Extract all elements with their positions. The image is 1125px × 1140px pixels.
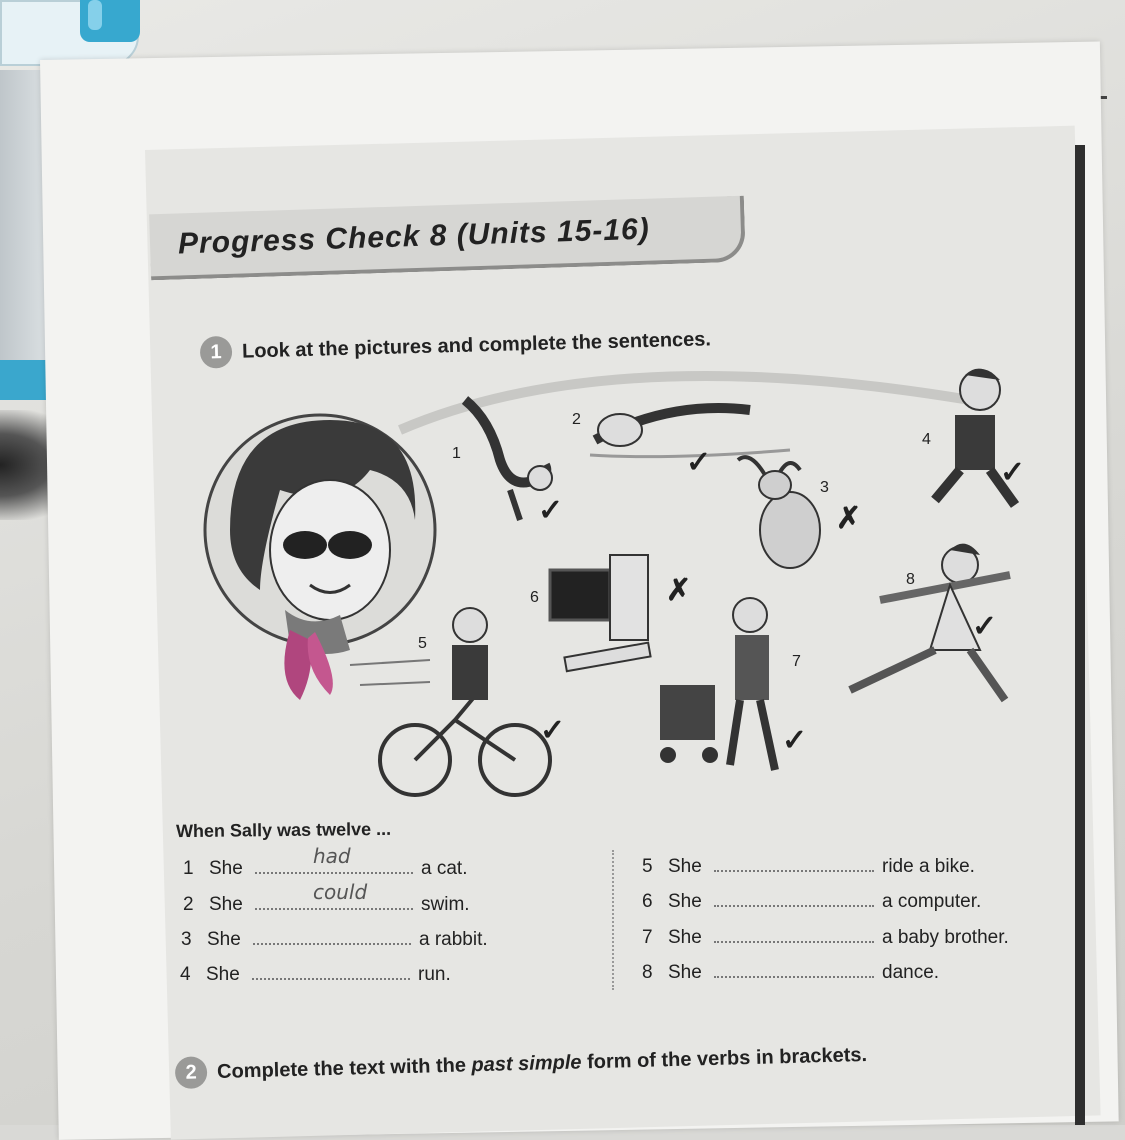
sentence-number: 7	[642, 927, 653, 948]
sentence-ending: run.	[418, 964, 451, 985]
handwritten-answer: had	[313, 844, 351, 868]
exercise-number-badge: 1	[200, 336, 233, 369]
check-icon: ✓	[538, 494, 564, 527]
sentence-row	[181, 929, 488, 951]
illustration	[190, 360, 1070, 800]
sentence-subject: She	[207, 929, 241, 950]
instruction-text: form of the verbs in brackets.	[581, 1043, 868, 1073]
sentence-row	[642, 927, 1009, 949]
answer-blank[interactable]	[714, 962, 874, 978]
sentence-ending: swim.	[421, 894, 470, 915]
sentence-row	[642, 962, 939, 984]
pram-picture	[660, 598, 775, 770]
picture-number-8: 8	[906, 571, 915, 588]
picture-number-3: 3	[820, 479, 829, 496]
sentence-subject: She	[668, 927, 702, 948]
sentence-number: 1	[183, 858, 194, 879]
picture-number-7: 7	[792, 653, 801, 670]
handwritten-answer: could	[313, 880, 368, 904]
sentence-ending: a rabbit.	[419, 929, 488, 950]
check-icon: ✓	[686, 446, 712, 479]
column-divider	[612, 850, 614, 990]
sally-portrait	[205, 415, 435, 700]
page-edge	[1075, 145, 1085, 1125]
computer-picture	[550, 555, 651, 671]
instruction-text: Complete the text with the	[216, 1053, 472, 1083]
check-icon: ✓	[972, 610, 998, 643]
instruction-emphasis: past simple	[471, 1050, 582, 1076]
sentence-ending: ride a bike.	[882, 856, 975, 877]
sentence-number: 5	[642, 856, 653, 877]
cyclist-picture	[350, 608, 550, 795]
rabbit-picture	[738, 457, 820, 568]
sentence-number: 4	[180, 964, 191, 985]
answer-blank[interactable]	[714, 891, 874, 907]
picture-number-4: 4	[922, 431, 931, 448]
sentence-row	[183, 844, 468, 880]
check-icon: ✓	[782, 724, 808, 757]
answer-blank[interactable]	[253, 929, 411, 945]
picture-number-6: 6	[530, 589, 539, 606]
sentence-number: 8	[642, 962, 653, 983]
sentence-row	[180, 964, 451, 986]
sentence-number: 2	[183, 894, 194, 915]
sentence-subject: She	[668, 962, 702, 983]
check-icon: ✓	[540, 714, 566, 747]
sentence-ending: a cat.	[421, 858, 468, 879]
sentence-number: 3	[181, 929, 192, 950]
answer-blank[interactable]	[714, 927, 874, 943]
sentence-ending: a computer.	[882, 891, 982, 912]
sentence-row	[642, 856, 975, 878]
sentence-subject: She	[668, 856, 702, 877]
sentence-subject: She	[206, 964, 240, 985]
sentence-subject: She	[668, 891, 702, 912]
exercise-number-badge: 2	[175, 1056, 208, 1089]
exercise-1-instruction: Look at the pictures and complete the sentences.	[241, 327, 712, 363]
sentence-subject: She	[209, 894, 243, 915]
sentence-row	[183, 880, 470, 916]
cross-icon: ✗	[836, 502, 862, 535]
answer-blank[interactable]	[255, 880, 413, 910]
sentence-ending: a baby brother.	[882, 927, 1009, 948]
sentence-subject: She	[209, 858, 243, 879]
answer-blank[interactable]	[714, 856, 874, 872]
picture-number-2: 2	[572, 411, 581, 428]
sentence-intro: When Sally was twelve ...	[175, 818, 392, 842]
answer-blank[interactable]	[252, 964, 410, 980]
page-title: Progress Check 8 (Units 15-16)	[177, 212, 651, 261]
check-icon: ✓	[1000, 456, 1026, 489]
sentence-number: 6	[642, 891, 653, 912]
sentence-ending: dance.	[882, 962, 940, 983]
answer-blank[interactable]	[255, 844, 413, 874]
sentence-row	[642, 891, 981, 913]
picture-number-1: 1	[452, 445, 461, 462]
picture-number-5: 5	[418, 635, 427, 652]
cross-icon: ✗	[666, 574, 692, 607]
